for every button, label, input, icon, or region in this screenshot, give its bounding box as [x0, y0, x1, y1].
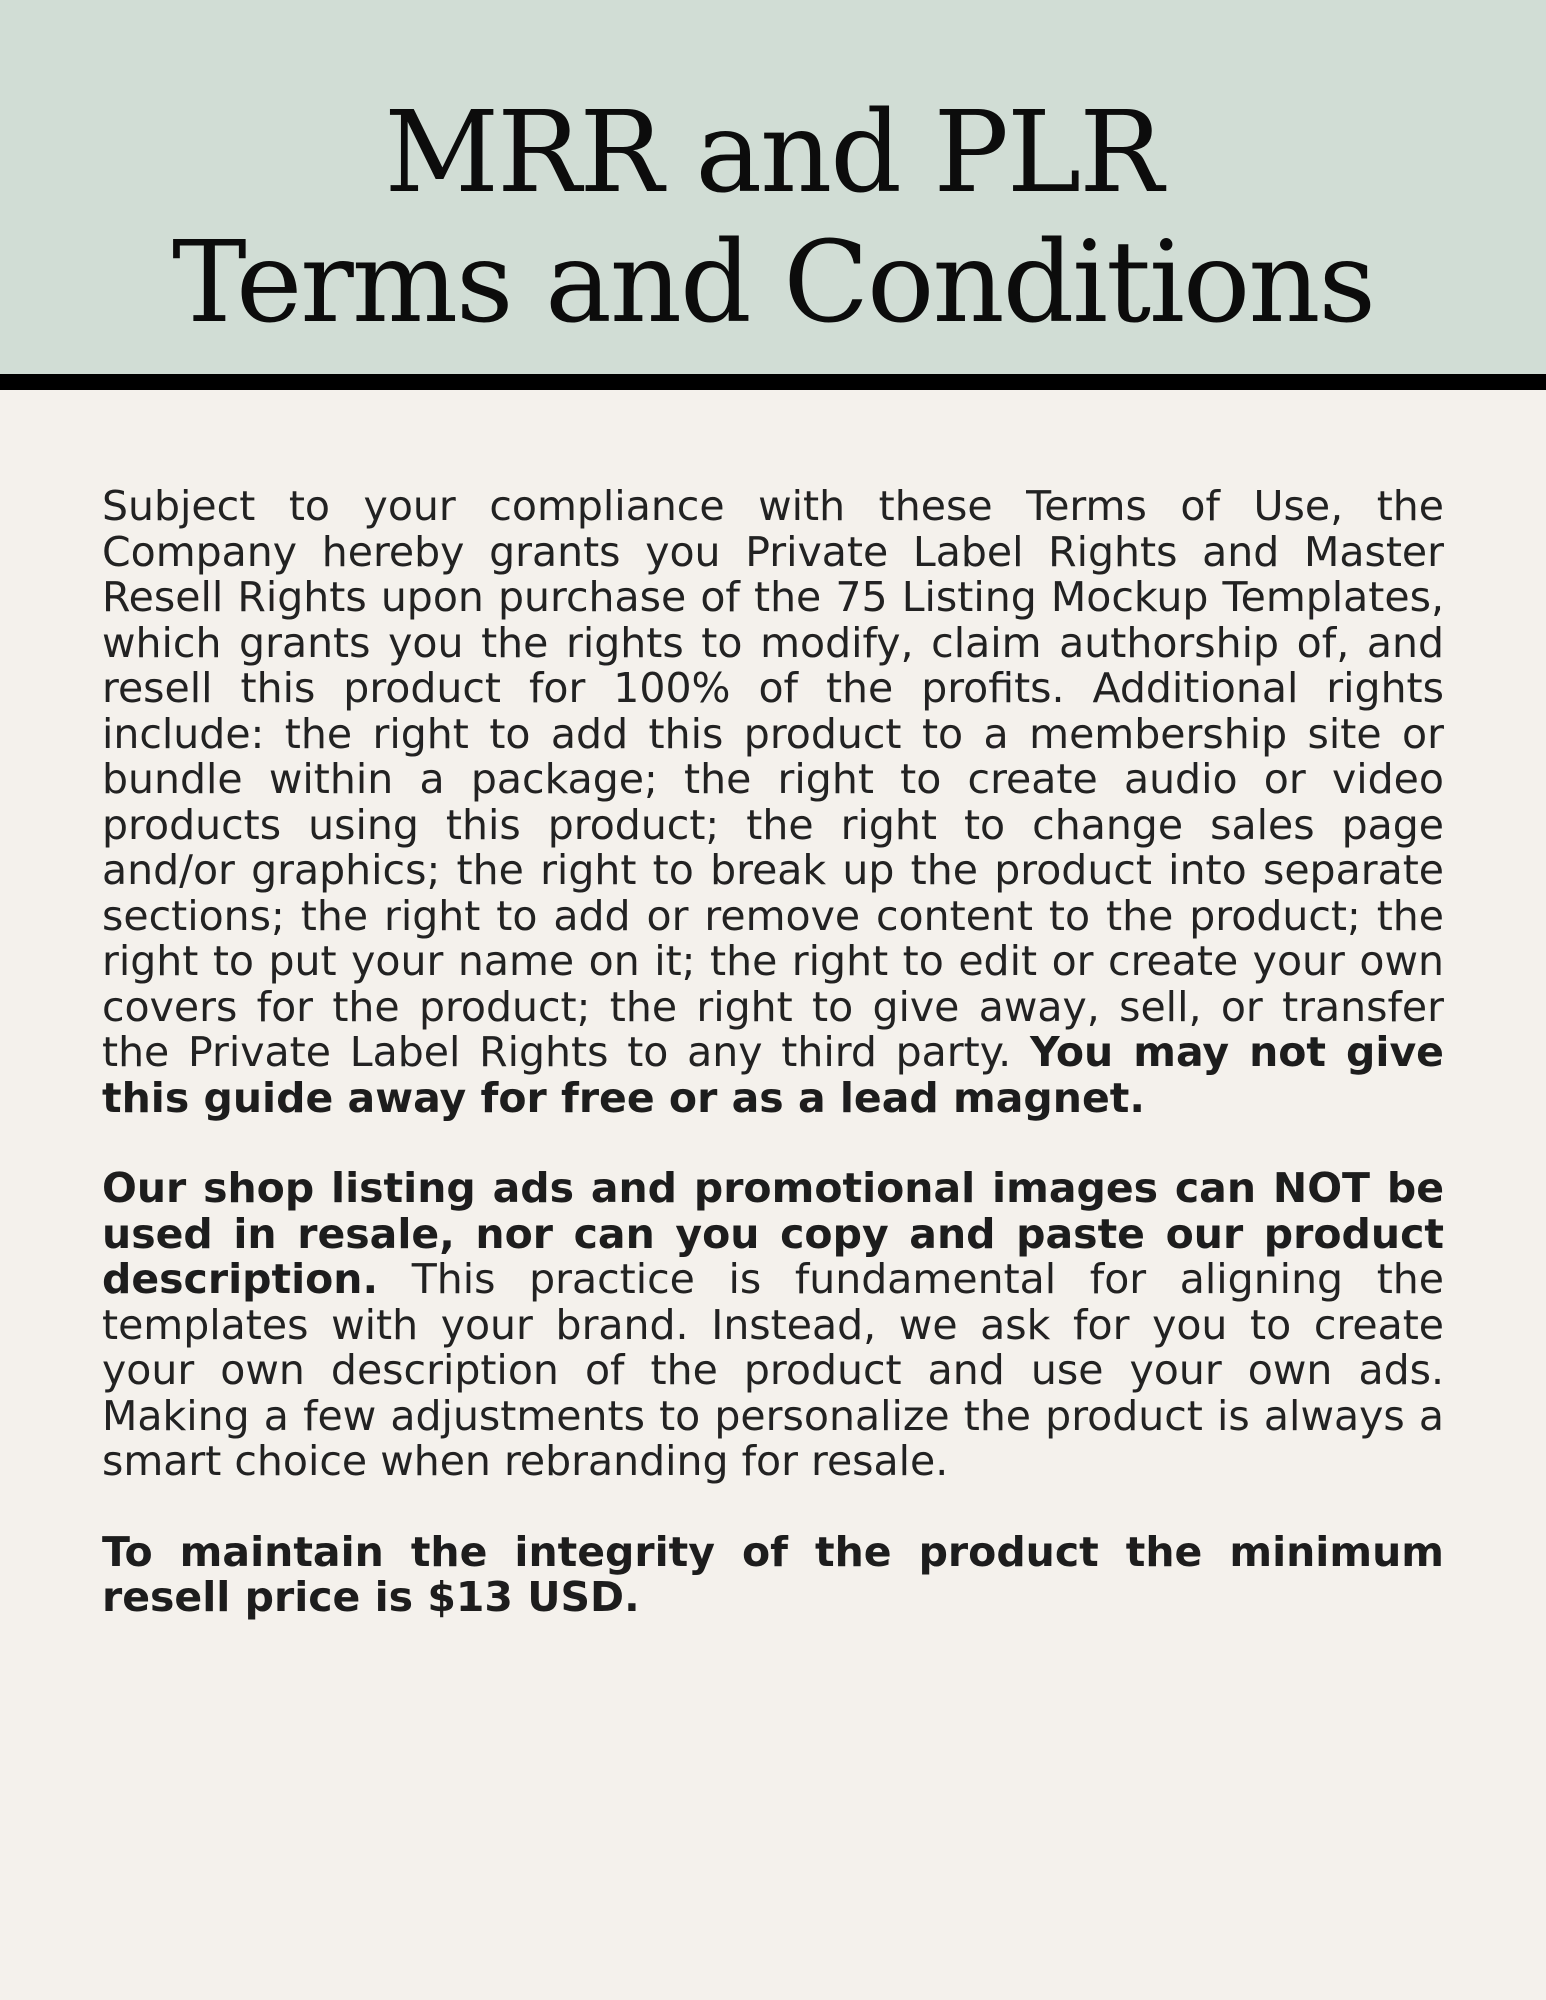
branding-text: This practice is fundamental for aligning the templates with your brand. Instead, we ask for you to create your own description of the product and use your own ads. Making a few adjustments to personalize the product is always a smart choice when rebranding for resale. [102, 1255, 1444, 1485]
page-title [0, 88, 1546, 348]
title-line-2: Terms and Conditions [172, 218, 1374, 348]
minimum-price-notice: To maintain the integrity of the product the minimum resell price is $13 USD. [102, 1527, 1444, 1621]
rights-paragraph [102, 484, 1444, 1121]
terms-body [102, 484, 1444, 1621]
price-paragraph [102, 1527, 1444, 1621]
header-band [0, 0, 1546, 374]
branding-restriction: Our shop listing ads and promotional images can NOT be used in resale, nor can you copy and paste our product description. [102, 1164, 1444, 1303]
branding-paragraph [102, 1166, 1444, 1485]
rights-text: Subject to your compliance with these Terms of Use, the Company hereby grants you Private Label Rights and Master Resell Rights upon purchase of the 75 Listing Mockup Templates, which grants you the rights to modify, claim authorship of, and resell this product for 100% of the profits. Additional rights include: the right to add this product to a membership site or bundle within a package; the right to create audio or video products using this product; the right to change sales page and/or graphics; the right to break up the product into separate sections; the right to add or remove content to the product; the right to put your name on it; the right to edit or create your own covers for the product; the right to give away, sell, or transfer the Private Label Rights to any third party. [102, 482, 1444, 1076]
rights-restriction: You may not give this guide away for free or as a lead magnet. [102, 1028, 1444, 1122]
header-divider [0, 374, 1546, 390]
title-line-1: MRR and PLR [384, 88, 1162, 218]
